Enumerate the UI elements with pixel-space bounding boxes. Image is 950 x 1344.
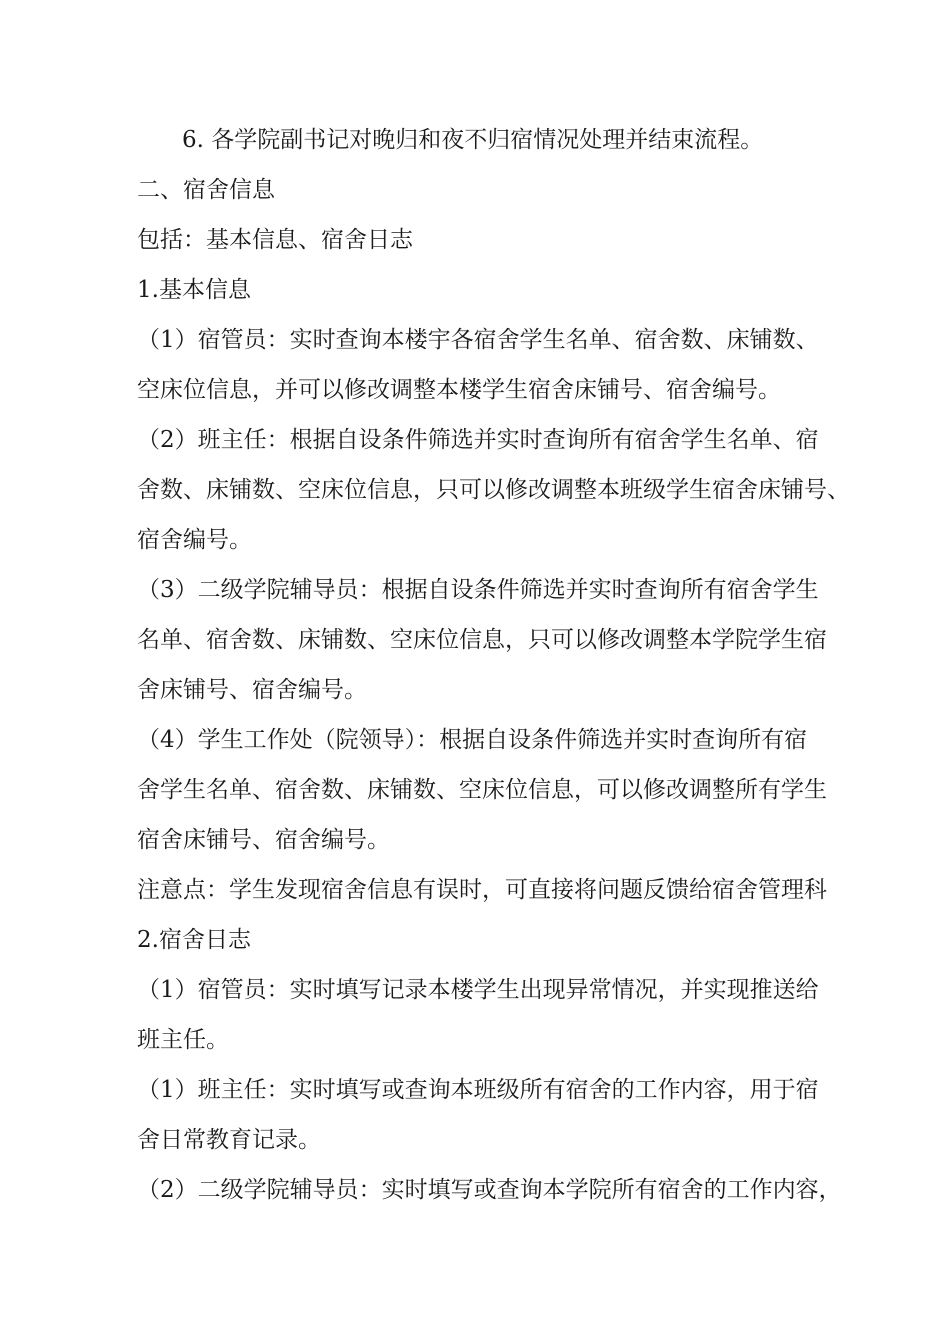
paragraph-line: （1）宿管员：实时查询本楼宇各宿舍学生名单、宿舍数、床铺数、 [137, 327, 819, 353]
paragraph-line: 舍床铺号、宿舍编号。 [137, 677, 367, 703]
paragraph-line: （2）班主任：根据自设条件筛选并实时查询所有宿舍学生名单、宿 [137, 427, 819, 453]
section-heading: 二、宿舍信息 [137, 177, 275, 203]
paragraph-line: 班主任。 [137, 1027, 229, 1053]
paragraph-line: 空床位信息，并可以修改调整本楼学生宿舍床铺号、宿舍编号。 [137, 377, 781, 403]
subheading-dorm-log: 2.宿舍日志 [137, 927, 251, 953]
paragraph-line: （1）宿管员：实时填写记录本楼学生出现异常情况，并实现推送给 [137, 977, 819, 1003]
paragraph-line: 舍学生名单、宿舍数、床铺数、空床位信息，可以修改调整所有学生 [137, 777, 827, 803]
paragraph-line: （1）班主任：实时填写或查询本班级所有宿舍的工作内容，用于宿 [137, 1077, 819, 1103]
paragraph-line: （2）二级学院辅导员：实时填写或查询本学院所有宿舍的工作内容， [137, 1177, 842, 1203]
paragraph-line: 舍日常教育记录。 [137, 1127, 321, 1153]
paragraph-line: （3）二级学院辅导员：根据自设条件筛选并实时查询所有宿舍学生 [137, 577, 819, 603]
paragraph-line: 宿舍编号。 [137, 527, 252, 553]
paragraph-line: （4）学生工作处（院领导）：根据自设条件筛选并实时查询所有宿 [137, 727, 808, 753]
contents-line: 包括：基本信息、宿舍日志 [137, 227, 413, 253]
paragraph-line: 宿舍床铺号、宿舍编号。 [137, 827, 390, 853]
step-6-line: 6. 各学院副书记对晚归和夜不归宿情况处理并结束流程。 [182, 127, 764, 153]
subheading-basic-info: 1.基本信息 [137, 277, 251, 303]
paragraph-line: 名单、宿舍数、床铺数、空床位信息，只可以修改调整本学院学生宿 [137, 627, 827, 653]
note-line: 注意点：学生发现宿舍信息有误时，可直接将问题反馈给宿舍管理科 [137, 877, 827, 903]
paragraph-line: 舍数、床铺数、空床位信息，只可以修改调整本班级学生宿舍床铺号、 [137, 477, 850, 503]
